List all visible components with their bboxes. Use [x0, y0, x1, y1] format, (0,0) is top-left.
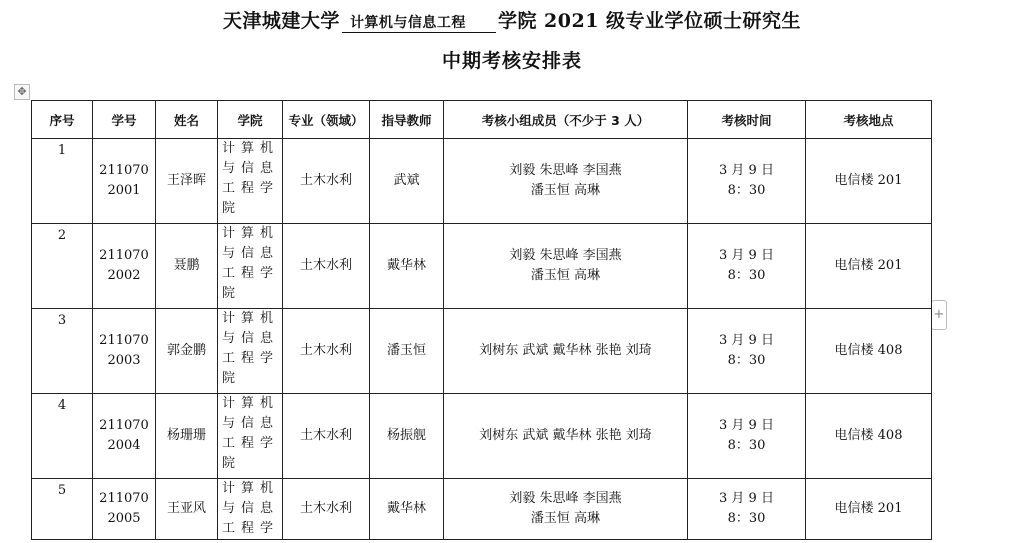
cell-panel: 刘毅 朱思峰 李国燕 潘玉恒 高琳: [444, 139, 688, 224]
cell-place: 电信楼 201: [806, 479, 932, 540]
cell-advisor: 武斌: [370, 139, 444, 224]
header-seq: 序号: [32, 101, 93, 139]
title-prefix: 天津城建大学: [222, 10, 340, 32]
cell-seq: 1: [32, 139, 93, 224]
cell-place: 电信楼 201: [806, 224, 932, 309]
table-row: [32, 394, 932, 479]
cell-advisor: 戴华林: [370, 224, 444, 309]
cell-time: 3 月 9 日 8：30: [688, 139, 806, 224]
document-title: [0, 6, 1024, 33]
cell-college: 计算机与信息工程学院: [218, 394, 283, 479]
cell-name: 杨珊珊: [156, 394, 218, 479]
cell-major: 土木水利: [283, 394, 370, 479]
cell-major: 土木水利: [283, 224, 370, 309]
add-plus-icon[interactable]: +: [931, 300, 947, 330]
move-cross-icon[interactable]: ✥: [14, 84, 30, 100]
cell-time: 3 月 9 日 8：30: [688, 224, 806, 309]
cell-major: 土木水利: [283, 309, 370, 394]
cell-panel: 刘树东 武斌 戴华林 张艳 刘琦: [444, 309, 688, 394]
cell-place: 电信楼 408: [806, 309, 932, 394]
cell-seq: 3: [32, 309, 93, 394]
cell-seq: 5: [32, 479, 93, 540]
cell-student-id: 211070 2001: [93, 139, 156, 224]
header-name: 姓名: [156, 101, 218, 139]
cell-student-id: 211070 2004: [93, 394, 156, 479]
cell-advisor: 潘玉恒: [370, 309, 444, 394]
cell-name: 王泽晖: [156, 139, 218, 224]
header-student-id: 学号: [93, 101, 156, 139]
cell-name: 王亚风: [156, 479, 218, 540]
cell-panel: 刘毅 朱思峰 李国燕 潘玉恒 高琳: [444, 479, 688, 540]
cell-college: 计算机与信息工程学院: [218, 224, 283, 309]
document-subtitle: 中期考核安排表: [441, 50, 582, 72]
cell-advisor: 杨振舰: [370, 394, 444, 479]
cell-place: 电信楼 408: [806, 394, 932, 479]
cell-time: 3 月 9 日 8：30: [688, 309, 806, 394]
table-row: [32, 139, 932, 224]
cell-panel: 刘毅 朱思峰 李国燕 潘玉恒 高琳: [444, 224, 688, 309]
cell-college: 计算机与信息工程学院: [218, 309, 283, 394]
schedule-table: [31, 100, 932, 540]
cell-advisor: 戴华林: [370, 479, 444, 540]
cell-panel: 刘树东 武斌 戴华林 张艳 刘琦: [444, 394, 688, 479]
cell-student-id: 211070 2003: [93, 309, 156, 394]
cell-name: 聂鹏: [156, 224, 218, 309]
cell-major: 土木水利: [283, 479, 370, 540]
cell-college: 计算机与信息工程学: [218, 479, 283, 540]
header-college: 学院: [218, 101, 283, 139]
cell-time: 3 月 9 日 8：30: [688, 394, 806, 479]
cell-college: 计算机与信息工程学院: [218, 139, 283, 224]
title-college-blank: 计算机与信息工程: [342, 12, 496, 33]
cell-time: 3 月 9 日 8：30: [688, 479, 806, 540]
cell-major: 土木水利: [283, 139, 370, 224]
header-place: 考核地点: [806, 101, 932, 139]
header-major: 专业（领域）: [283, 101, 370, 139]
table-row: [32, 309, 932, 394]
cell-place: 电信楼 201: [806, 139, 932, 224]
title-suffix: 学院 2021 级专业学位硕士研究生: [497, 10, 802, 32]
cell-seq: 4: [32, 394, 93, 479]
header-panel: 考核小组成员（不少于 3 人）: [444, 101, 688, 139]
table-row: [32, 479, 932, 540]
cell-student-id: 211070 2002: [93, 224, 156, 309]
table-header-row: [32, 101, 932, 139]
cell-student-id: 211070 2005: [93, 479, 156, 540]
table-row: [32, 224, 932, 309]
header-time: 考核时间: [688, 101, 806, 139]
cell-name: 郭金鹏: [156, 309, 218, 394]
header-advisor: 指导教师: [370, 101, 444, 139]
cell-seq: 2: [32, 224, 93, 309]
